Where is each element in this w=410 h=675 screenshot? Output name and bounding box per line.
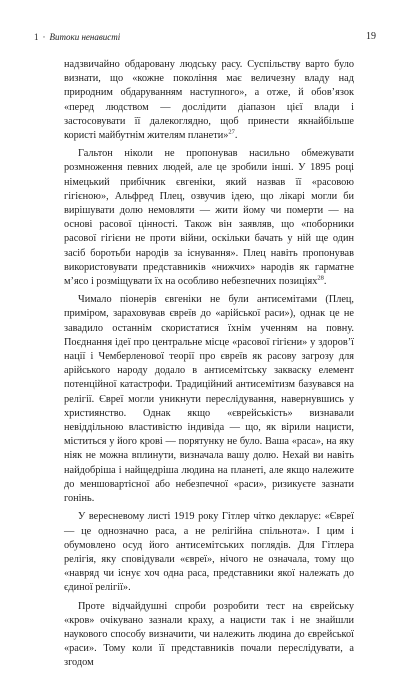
running-head-title — [34, 30, 120, 44]
paragraph: надзвичайно обдаровану людську расу. Суспільству варто було визнати, що «кожне покоління має величезну владу над природним обдаруванням наступного», а отже, й обов’язок «перед людством — дослідити діапазон цієї влади і застосовувати її далекоглядно, щоб принести якнайбільше користі майбутнім жителям планети»$^{27}$. — [64, 59, 354, 142]
page-number: 19 — [366, 31, 376, 42]
paragraph — [64, 510, 354, 595]
paragraph-text: Проте відчайдушні спроби розробити тест на єврейську «кров» очікувано зазнали краху, а нацисти так і не знайшли наукового способу визначити, чи належить людина до єврейської «раси». Тому коли її представників почали переслідувати, а згодом — [64, 600, 354, 669]
body-text — [64, 58, 354, 675]
part-number: 1 — [34, 32, 39, 42]
paragraph — [64, 600, 354, 671]
paragraph-text: надзвичайно обдаровану людську расу. Суспільству варто було визнати, що «кожне покоління має величезну владу над природним обдаруванням наступного», а отже, й обов’язок «перед людством — дослідити діапазон цієї влади і застосовувати її далекоглядно, щоб принести якнайбільше користі майбутнім жителям планети» — [64, 59, 354, 142]
separator: · — [42, 32, 46, 42]
paragraph — [64, 293, 354, 506]
footnote-marker[interactable]: 28 — [317, 274, 324, 282]
footnote-marker[interactable]: 27 — [228, 128, 235, 136]
paragraph: Гальтон ніколи не пропонував насильно обмежувати розмноження певних людей, але це зробили інші. У 1895 році німецький прибічник євгеніки, який назвав її «расовою гігієною», Альфред Плец, озвучив ідею, що лікарі могли би вирішувати долю немовляти — жити йому чи померти — на основі расової цінності. Також він заявляв, що «поборники расової гігієни не проти війни, оскільки бачать у ній ще один засіб боротьби народів за існування». Плец навіть пропонував використовувати представників «нижчих» народів як гарматне м’ясо і розміщувати їх на особливо небезпечних позиціях$^{28}$. — [64, 148, 354, 288]
running-head — [34, 30, 376, 44]
paragraph-text: У вересневому листі 1919 року Гітлер чітко декларує: «Євреї — це однозначно раса, а не релігійна спільнота». І цим і обумовлено осуд його антисемітських поглядів. Для Гітлера релігія, яку сповідували «євреї», нічого не означала, тому що «навряд чи існує хоч одна раса, представники якої належать до єдиної релігії». — [64, 511, 354, 594]
paragraph-text: Чимало піонерів євгеніки не були антисемітами (Плец, приміром, зараховував євреїв до «арійської раси»), однак це не завадило останнім скористатися їхнім ученням на повну. Поєднання ідеї про центральне місце «расової гігієни» у здоров’ї нації і Чемберленової теорії про євреїв як расову загрозу для арійського народу додало в антисемітську закваску елемент потенційної катастрофи. Традиційний антисемітизм базувався на релігії. Євреї могли уникнути переслідування, навернувшись у християнство. Однак якщо «єврейськість» визнавали невіддільною властивістю індивіда — що, як вірили нацисти, міститься у його крові — порятунку не було. Ваша «раса», на яку ніяк не можна вплинути, визначала вашу долю. Нехай ви навіть найдобріша і найщедріша людина на планеті, але якщо належите до меншовартісної або небезпечної «раси», ризикуєте зазнати гонінь. — [64, 294, 354, 505]
chapter-title: Витоки ненависті — [49, 32, 121, 42]
paragraph-text: Гальтон ніколи не пропонував насильно обмежувати розмноження певних людей, але це зробили інші. У 1895 році німецький прибічник євгеніки, який назвав її «расовою гігієною», Альфред Плец, озвучив ідею, що лікарі могли би вирішувати долю немовляти — жити йому чи померти — на основі расової цінності. Також він заявляв, що «поборники расової гігієни не проти війни, оскільки бачать у ній ще один засіб боротьби народів за існування». Плец навіть пропонував використовувати представників «нижчих» народів як гарматне м’ясо і розміщувати їх на особливо небезпечних позиціях — [64, 148, 354, 288]
